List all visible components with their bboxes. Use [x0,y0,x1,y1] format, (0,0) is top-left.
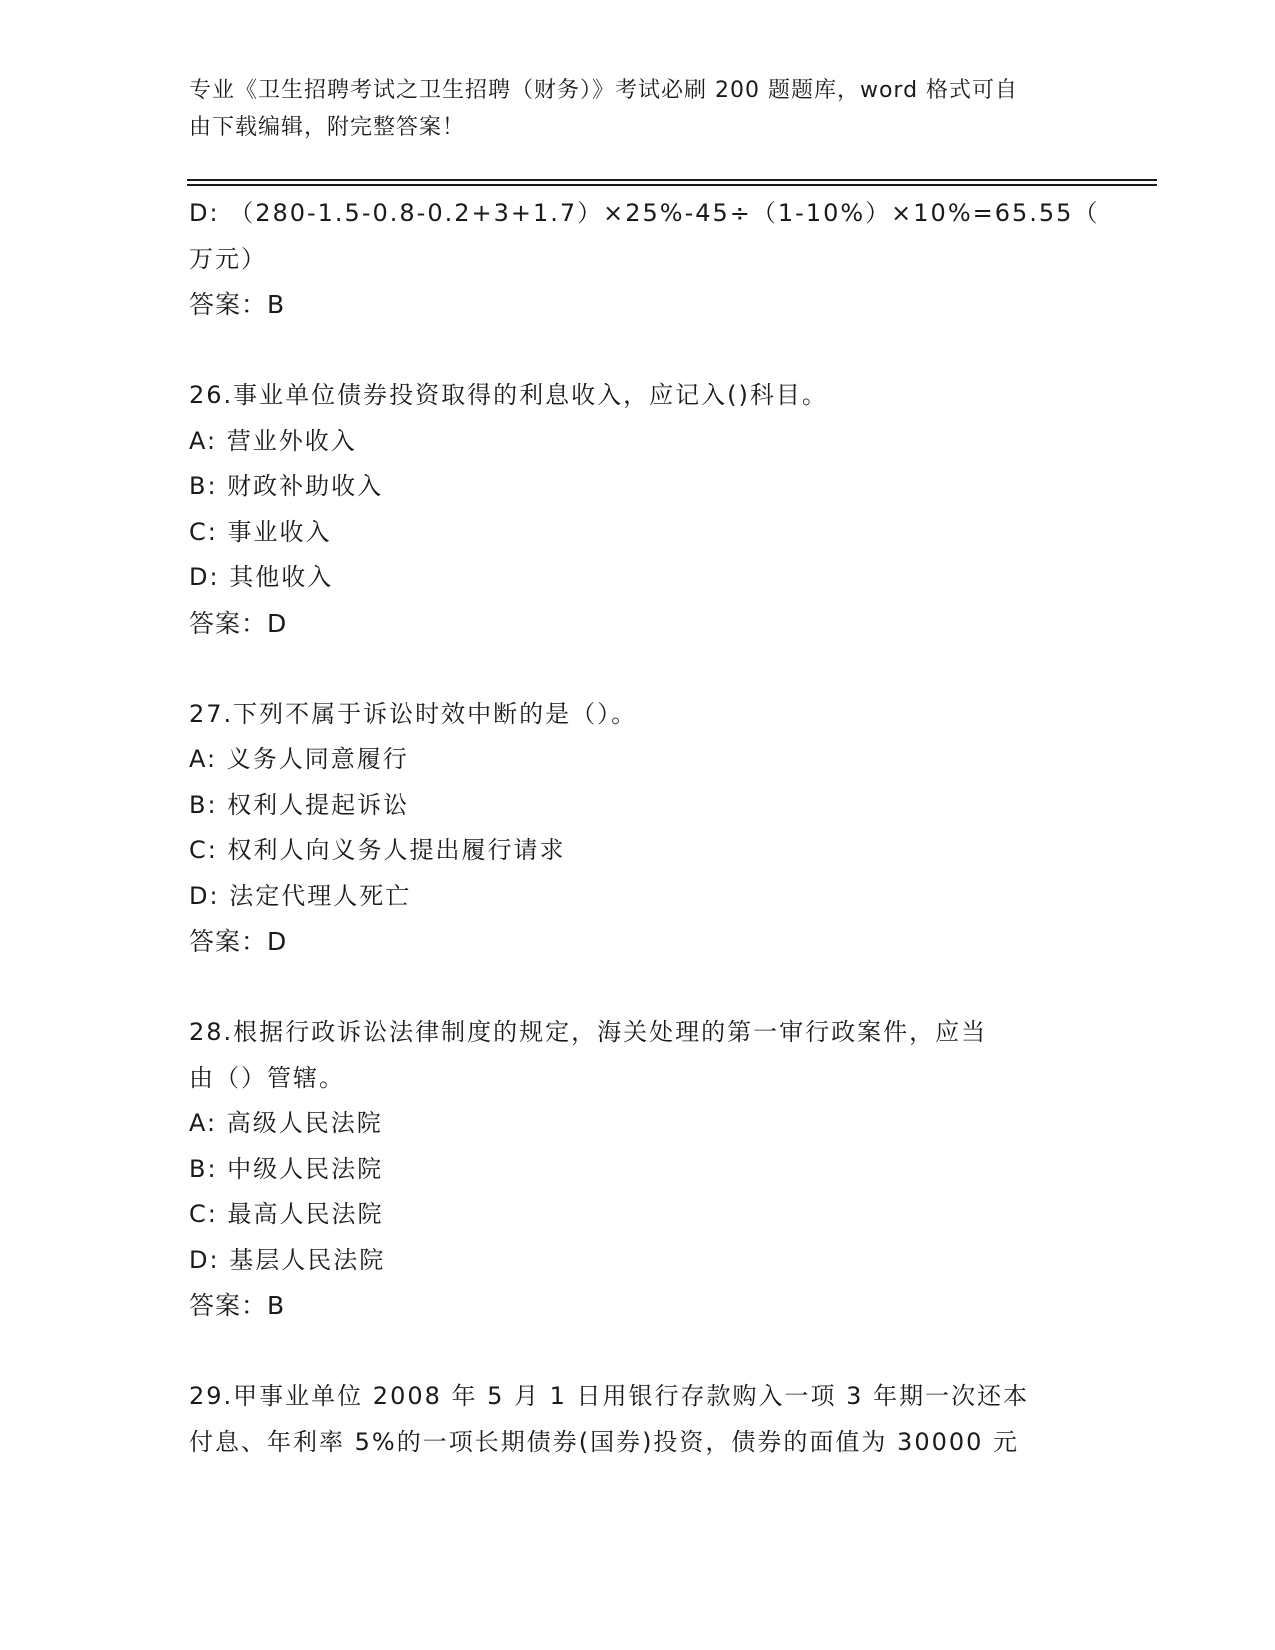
option-b: B: 中级人民法院 [189,1154,384,1183]
question-stem: 28.根据行政诉讼法律制度的规定，海关处理的第一审行政案件，应当 [189,1018,988,1046]
option-a: A: 高级人民法院 [189,1109,383,1137]
option-d-continued: 万元） [189,244,267,273]
answer-line: 答案：B [189,290,286,319]
spacer [189,1329,1079,1375]
answer-line: 答案：D [189,608,288,638]
answer-line: 答案：B [189,1291,286,1320]
document-header [189,72,1069,146]
question-stem: 29.甲事业单位 2008 年 5 月 1 日用银行存款购入一项 3 年期一次还本 [189,1382,1030,1410]
question-29 [189,1374,1079,1465]
question-stem: 26.事业单位债券投资取得的利息收入，应记入()科目。 [189,381,828,409]
answer-line: 答案：D [189,927,288,956]
option-c: C: 事业收入 [189,517,332,546]
option-b: B: 权利人提起诉讼 [189,790,410,819]
spacer [189,328,1079,374]
header-divider-top [187,179,1157,181]
question-26 [189,373,1079,646]
option-c: C: 权利人向义务人提出履行请求 [189,836,566,864]
option-d: D: （280-1.5-0.8-0.2+3+1.7）×25%-45÷（1-10%）×10%=65.55（ [189,199,1100,227]
spacer [189,646,1079,692]
header-line-2: 由下载编辑，附完整答案！ [189,115,466,140]
option-a: A: 义务人同意履行 [189,745,409,773]
previous-question-tail [189,191,1100,328]
question-27 [189,692,1079,965]
question-28 [189,1010,1079,1329]
option-d: D: 法定代理人死亡 [189,881,412,910]
question-stem-continued: 付息、年利率 5%的一项长期债券(国券)投资，债券的面值为 30000 元 [189,1427,1020,1456]
option-c: C: 最高人民法院 [189,1200,384,1228]
option-a: A: 营业外收入 [189,426,357,455]
question-stem: 27.下列不属于诉讼时效中断的是（）。 [189,699,638,728]
option-d: D: 其他收入 [189,563,334,591]
option-b: B: 财政补助收入 [189,472,384,500]
question-stem-continued: 由（）管辖。 [189,1063,345,1092]
option-d: D: 基层人民法院 [189,1245,386,1274]
spacer [189,965,1079,1011]
header-divider-bottom [187,184,1157,186]
document-body [189,191,1100,1465]
header-line-1: 专业《卫生招聘考试之卫生招聘（财务）》考试必刷 200 题题库，word 格式可自 [189,78,1019,103]
